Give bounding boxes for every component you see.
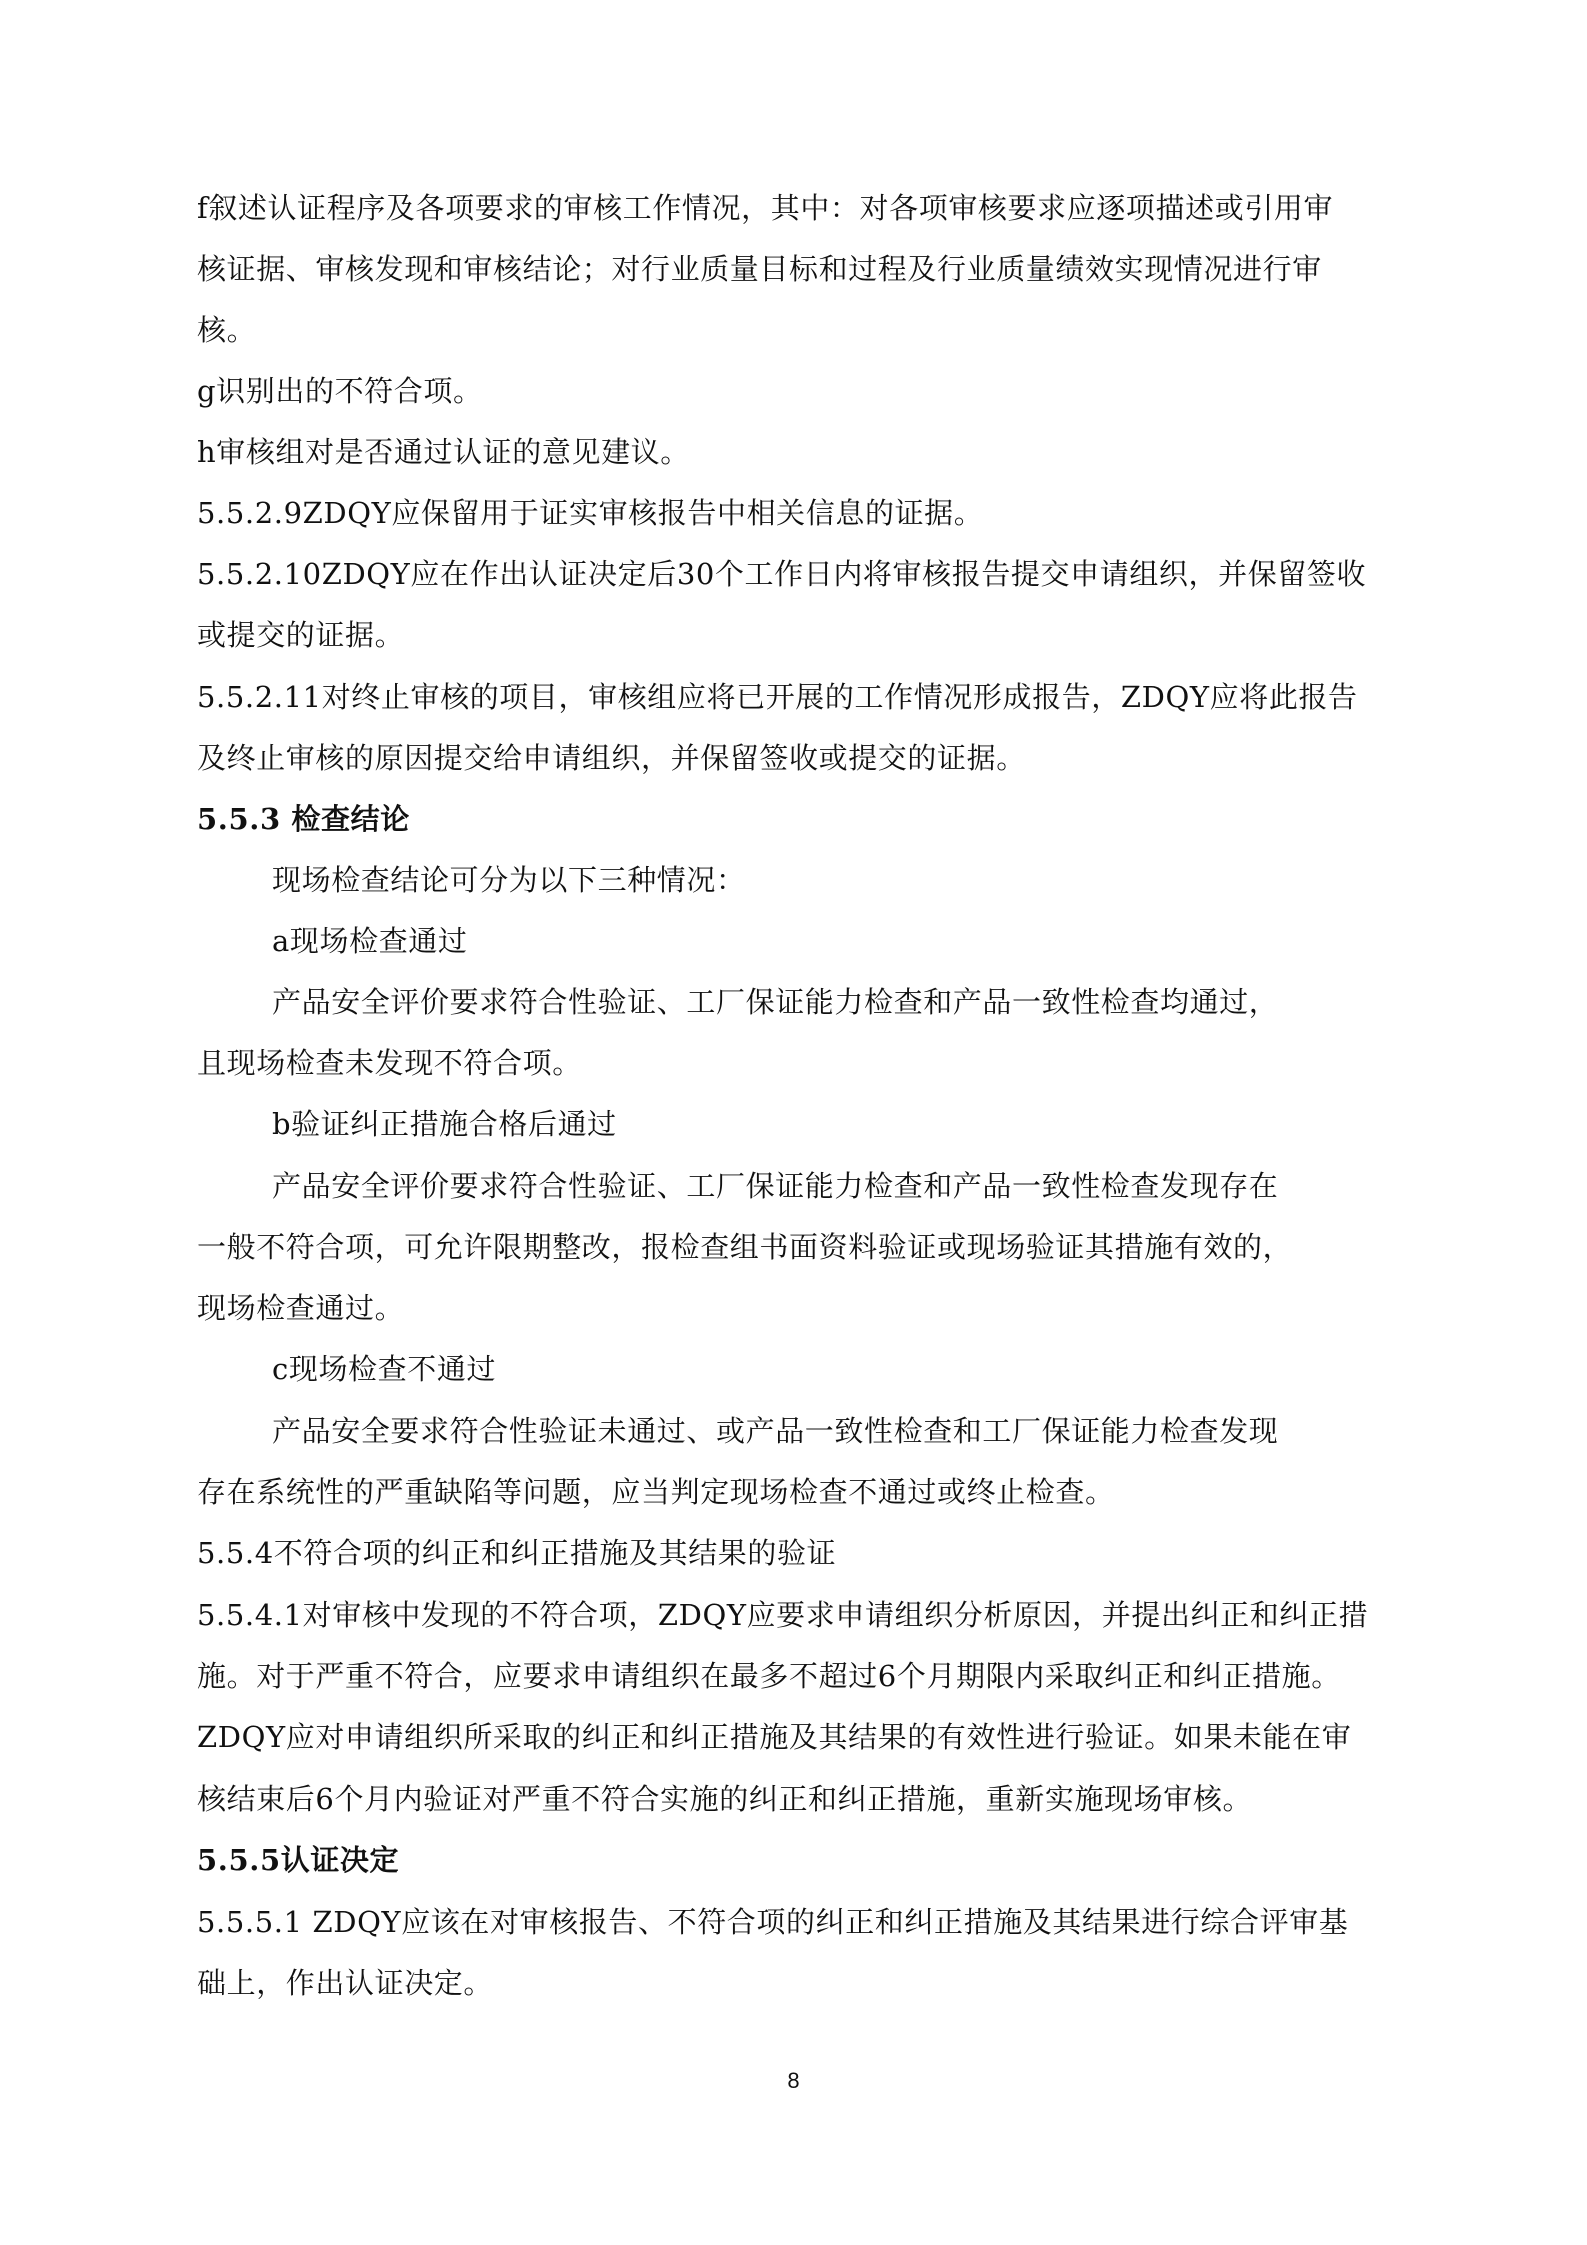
list-item-b: b验证纠正措施合格后通过	[272, 1107, 617, 1141]
list-item-a: a现场检查通过	[272, 924, 468, 958]
text-line: 产品安全要求符合性验证未通过、或产品一致性检查和工厂保证能力检查发现	[272, 1414, 1279, 1448]
list-item-c: c现场检查不通过	[272, 1352, 497, 1386]
text-line: 产品安全评价要求符合性验证、工厂保证能力检查和产品一致性检查发现存在	[272, 1169, 1279, 1203]
list-item-h: h审核组对是否通过认证的意见建议。	[197, 435, 690, 469]
text-line: 或提交的证据。	[197, 618, 405, 652]
section-heading-5-5-3: 5.5.3 检查结论	[197, 802, 410, 836]
text-line: 且现场检查未发现不符合项。	[197, 1046, 582, 1080]
text-line: 核。	[197, 313, 257, 347]
clause-5-5-2-10: 5.5.2.10ZDQY应在作出认证决定后30个工作日内将审核报告提交申请组织，并保留签收	[197, 557, 1367, 591]
list-item-g: g识别出的不符合项。	[197, 374, 483, 408]
clause-5-5-4-1: 5.5.4.1对审核中发现的不符合项，ZDQY应要求申请组织分析原因，并提出纠正和纠正措	[197, 1598, 1369, 1632]
text-line: 现场检查结论可分为以下三种情况：	[272, 863, 746, 897]
text-line: 存在系统性的严重缺陷等问题，应当判定现场检查不通过或终止检查。	[197, 1475, 1115, 1509]
text-line: 产品安全评价要求符合性验证、工厂保证能力检查和产品一致性检查均通过，	[272, 985, 1279, 1019]
section-heading-5-5-5: 5.5.5认证决定	[197, 1843, 400, 1877]
text-line: f叙述认证程序及各项要求的审核工作情况，其中：对各项审核要求应逐项描述或引用审	[197, 191, 1334, 225]
clause-5-5-2-11: 5.5.2.11对终止审核的项目，审核组应将已开展的工作情况形成报告，ZDQY应将此报告	[197, 680, 1358, 714]
clause-5-5-2-9: 5.5.2.9ZDQY应保留用于证实审核报告中相关信息的证据。	[197, 496, 984, 530]
page-number: 8	[787, 2068, 800, 2093]
text-line: 及终止审核的原因提交给申请组织，并保留签收或提交的证据。	[197, 741, 1026, 775]
text-line: 一般不符合项，可允许限期整改，报检查组书面资料验证或现场验证其措施有效的，	[197, 1230, 1293, 1264]
text-line: 现场检查通过。	[197, 1291, 405, 1325]
text-line: 核证据、审核发现和审核结论；对行业质量目标和过程及行业质量绩效实现情况进行审	[197, 252, 1322, 286]
section-heading-5-5-4: 5.5.4不符合项的纠正和纠正措施及其结果的验证	[197, 1536, 837, 1570]
clause-5-5-5-1: 5.5.5.1 ZDQY应该在对审核报告、不符合项的纠正和纠正措施及其结果进行综合评审基	[197, 1905, 1349, 1939]
text-line: 核结束后6个月内验证对严重不符合实施的纠正和纠正措施，重新实施现场审核。	[197, 1782, 1253, 1816]
text-line: 施。对于严重不符合，应要求申请组织在最多不超过6个月期限内采取纠正和纠正措施。	[197, 1659, 1341, 1693]
text-line: ZDQY应对申请组织所采取的纠正和纠正措施及其结果的有效性进行验证。如果未能在审	[197, 1720, 1352, 1754]
text-line: 础上，作出认证决定。	[197, 1966, 494, 2000]
